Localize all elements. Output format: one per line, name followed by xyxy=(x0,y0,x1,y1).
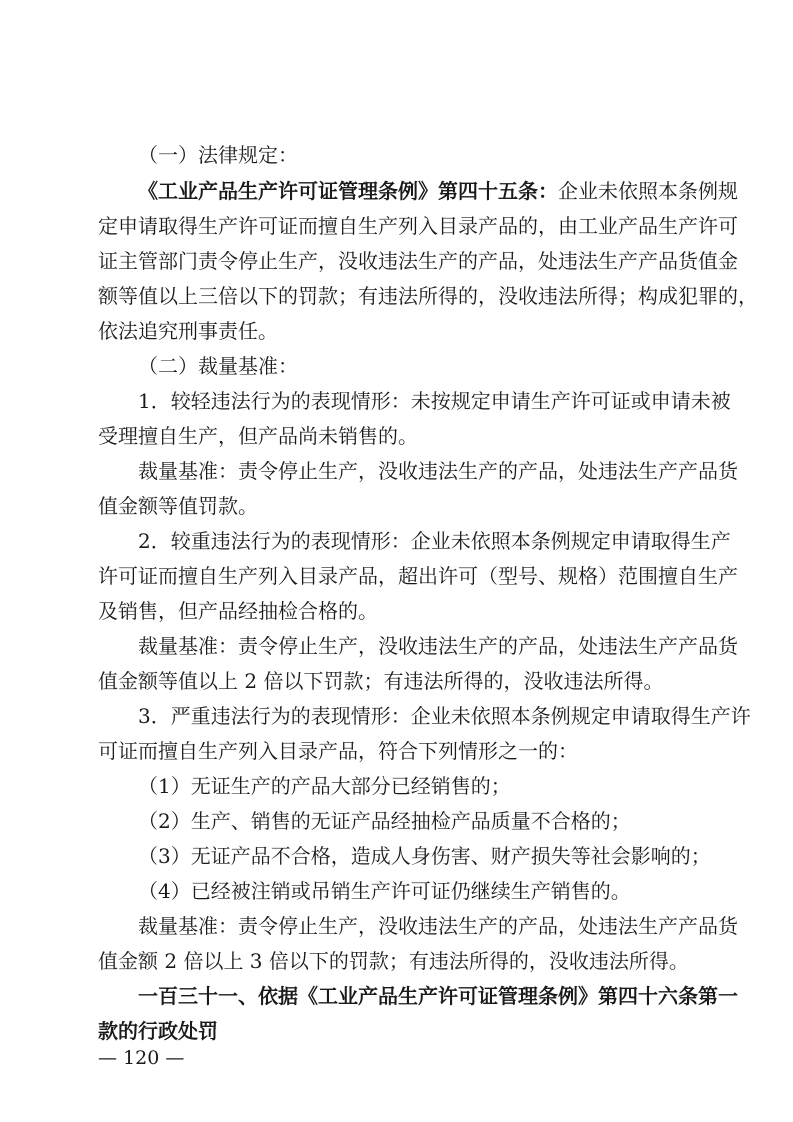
paragraph-line: 裁量基准：责令停止生产，没收违法生产的产品，处违法生产产品货 xyxy=(138,459,738,483)
paragraph-line: 许可证而擅自生产列入目录产品，超出许可（型号、规格）范围擅自生产 xyxy=(98,564,738,588)
paragraph-line: 证主管部门责令停止生产，没收违法生产的产品，处违法生产产品货值金 xyxy=(98,249,738,273)
paragraph-line: 受理擅自生产，但产品尚未销售的。 xyxy=(98,424,418,448)
paragraph-line: 1．较轻违法行为的表现情形：未按规定申请生产许可证或申请未被 xyxy=(138,389,731,413)
paragraph-line: 裁量基准：责令停止生产，没收违法生产的产品，处违法生产产品货 xyxy=(138,634,738,658)
list-item: （4）已经被注销或吊销生产许可证仍继续生产销售的。 xyxy=(138,879,631,903)
paragraph-line: 依法追究刑事责任。 xyxy=(98,319,278,343)
section-heading-legal-provision: （一）法律规定： xyxy=(138,143,298,167)
paragraph-line: 值金额等值以上 2 倍以下罚款；有违法所得的，没收违法所得。 xyxy=(98,669,664,693)
paragraph-line: 2．较重违法行为的表现情形：企业未依照本条例规定申请取得生产 xyxy=(138,529,731,553)
article-45-paragraph-line-1 xyxy=(138,176,738,206)
paragraph-line: 及销售，但产品经抽检合格的。 xyxy=(98,599,378,623)
page-number: — 120 — xyxy=(98,1047,185,1069)
paragraph-line: 额等值以上三倍以下的罚款；有违法所得的，没收违法所得；构成犯罪的， xyxy=(98,284,758,308)
list-item: （3）无证产品不合格，造成人身伤害、财产损失等社会影响的； xyxy=(138,844,711,868)
section-heading-discretion-standard: （二）裁量基准： xyxy=(138,354,298,378)
list-item: （2）生产、销售的无证产品经抽检产品质量不合格的； xyxy=(138,809,631,833)
article-45-title: 《工业产品生产许可证管理条例》第四十五条： xyxy=(138,179,558,203)
paragraph-line: 值金额 2 倍以上 3 倍以下的罚款；有违法所得的，没收违法所得。 xyxy=(98,949,689,973)
item-131-heading-continued: 款的行政处罚 xyxy=(98,1019,218,1043)
paragraph-line: 定申请取得生产许可证而擅自生产列入目录产品的，由工业产品生产许可 xyxy=(98,214,738,238)
paragraph-line: 值金额等值罚款。 xyxy=(98,494,258,518)
paragraph-line: 可证而擅自生产列入目录产品，符合下列情形之一的： xyxy=(98,739,578,763)
list-item: （1）无证生产的产品大部分已经销售的； xyxy=(138,774,511,798)
paragraph-line: 3．严重违法行为的表现情形：企业未依照本条例规定申请取得生产许 xyxy=(138,704,751,728)
paragraph-line: 裁量基准：责令停止生产，没收违法生产的产品，处违法生产产品货 xyxy=(138,914,738,938)
article-45-text-start: 企业未依照本条例规 xyxy=(558,179,738,203)
item-131-heading: 一百三十一、依据《工业产品生产许可证管理条例》第四十六条第一 xyxy=(138,984,738,1008)
